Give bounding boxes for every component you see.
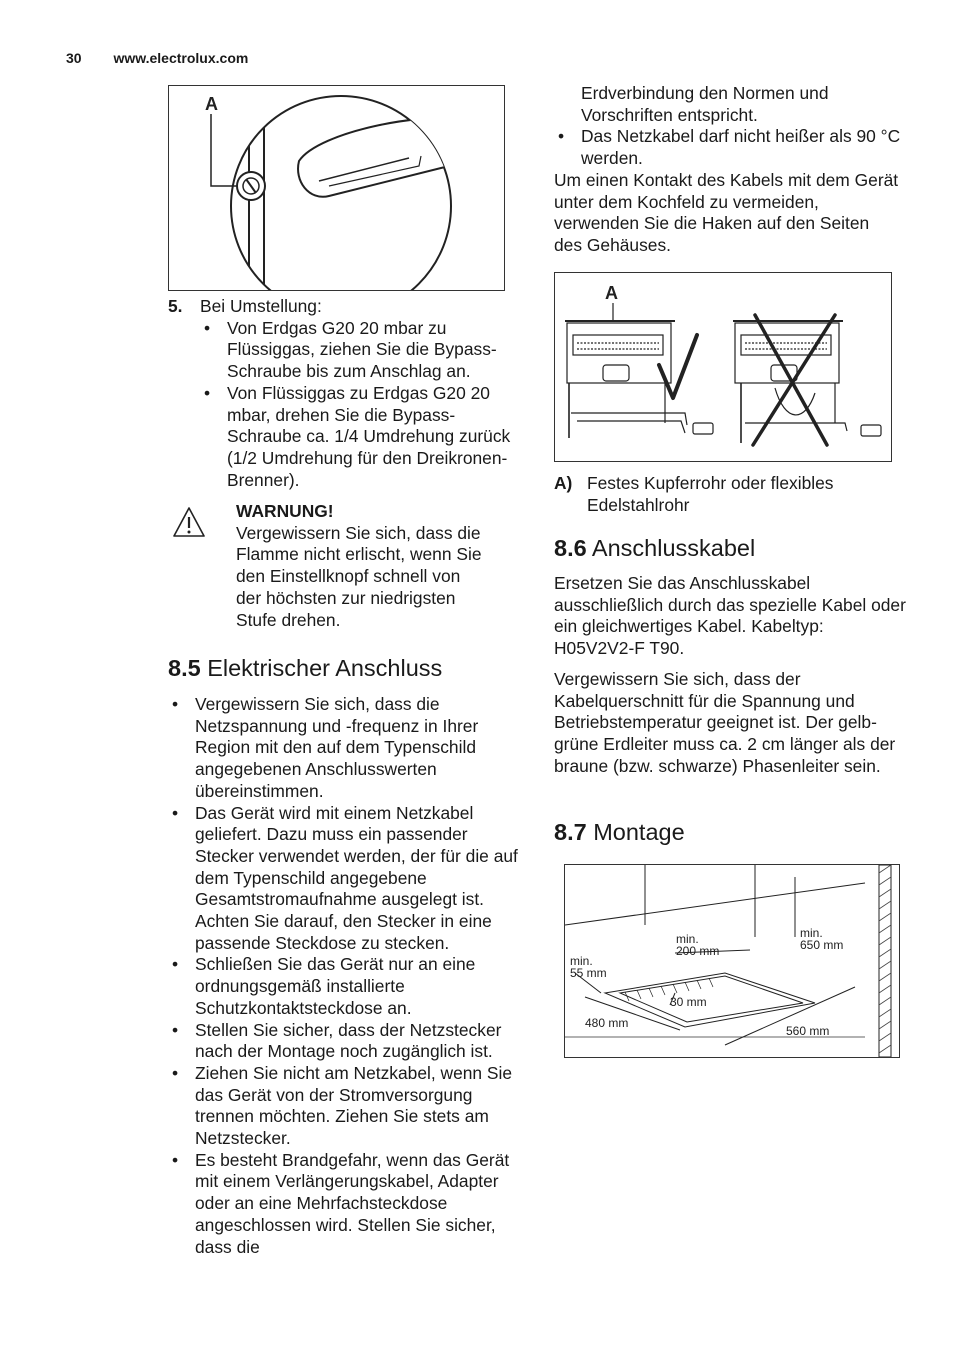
website-url: www.electrolux.com <box>113 50 249 66</box>
cable-paragraph: Um einen Kontakt des Kabels mit dem Gerät unter dem Kochfeld zu vermeiden, verwenden Sie die Haken auf den Seiten des Gehäuses. <box>554 169 899 255</box>
section-number: 8.7 <box>554 819 587 845</box>
section-8-5-bullets <box>168 694 518 1258</box>
cable-routing-illustration <box>555 273 891 461</box>
dim-min-200-label: min. <box>676 932 699 946</box>
list-item: • Stellen Sie sicher, dass der Netzstecker nach der Montage noch zugänglich ist. <box>168 1020 518 1063</box>
page-header <box>66 50 276 66</box>
warning-block <box>236 501 486 631</box>
warning-title: WARNUNG! <box>236 501 334 521</box>
montage-illustration <box>565 865 899 1057</box>
dim-200-value: 200 mm <box>676 944 720 958</box>
section-title: Anschlusskabel <box>591 535 756 561</box>
figure-label-a: A <box>205 94 218 114</box>
list-item: • Von Erdgas G20 20 mbar zu Flüssiggas, ziehen Sie die Bypass-Schraube bis zum Anschlag an. <box>200 318 518 383</box>
section-heading-8-7 <box>554 818 685 846</box>
right-column-intro <box>554 83 902 257</box>
section-number: 8.6 <box>554 535 587 561</box>
dim-30-value: 30 mm <box>670 995 707 1009</box>
step-5-bullets <box>200 318 518 492</box>
dim-min-650-label: min. <box>800 926 823 940</box>
dim-650-value: 650 mm <box>800 938 844 952</box>
list-item: • Schließen Sie das Gerät nur an eine ordnungsgemäß installierte Schutzkontaktsteckdose an. <box>168 954 518 1019</box>
page-number: 30 <box>66 50 82 66</box>
step-number: 5. <box>168 296 183 316</box>
right-bullets <box>554 126 902 169</box>
paragraph: Vergewissern Sie sich, dass der Kabelquerschnitt für die Spannung und Betriebstemperatur geeignet ist. Der gelb-grüne Erdleiter muss ca. 2 cm länger als der braune (bzw. schwarze) Phasenleiter sein. <box>554 668 896 776</box>
paragraph: Ersetzen Sie das Anschlusskabel ausschließlich durch das spezielle Kabel oder ein gleichwertiges Kabel. Kabeltyp: H05V2V2-F T90. <box>554 573 906 659</box>
section-heading-8-5 <box>168 654 442 682</box>
figure-cable-routing <box>554 272 892 462</box>
legend-text: Festes Kupferrohr oder flexibles Edelstahlrohr <box>587 473 834 515</box>
list-item: • Es besteht Brandgefahr, wenn das Gerät mit einem Verlängerungskabel, Adapter oder an eine Mehrfachsteckdose angeschlossen wird. Stellen Sie sicher, dass die <box>168 1150 518 1259</box>
continued-text: Erdverbindung den Normen und Vorschriften entspricht. <box>581 83 829 125</box>
legend-key: A) <box>554 473 573 493</box>
section-8-6-body <box>554 573 906 777</box>
warning-text: Vergewissern Sie sich, dass die Flamme nicht erlischt, wenn Sie den Einstellknopf schnell von der höchsten zur niedrigsten Stufe drehen. <box>236 522 482 630</box>
section-heading-8-6 <box>554 534 755 562</box>
section-title: Montage <box>593 819 685 845</box>
list-item: • Von Flüssiggas zu Erdgas G20 20 mbar, drehen Sie die Bypass-Schraube ca. 1/4 Umdrehung zurück (1/2 Umdrehung für den Dreikronen-Brenner). <box>200 383 518 492</box>
list-item: • Ziehen Sie nicht am Netzkabel, wenn Sie das Gerät von der Stromversorgung trennen möchten. Ziehen Sie stets am Netzstecker. <box>168 1063 518 1150</box>
dim-480-value: 480 mm <box>585 1016 629 1030</box>
step-title: Bei Umstellung: <box>200 296 322 316</box>
figure-bypass-screw <box>168 85 505 291</box>
section-number: 8.5 <box>168 655 201 681</box>
dim-560-value: 560 mm <box>786 1024 830 1038</box>
figure-legend <box>554 473 894 516</box>
figure-label-a: A <box>605 283 618 303</box>
step-5 <box>168 296 518 491</box>
warning-icon <box>172 506 206 543</box>
dim-55-value: 55 mm <box>570 966 607 980</box>
list-item: • Vergewissern Sie sich, dass die Netzspannung und -frequenz in Ihrer Region mit den auf dem Typenschild angegebenen Anschlusswerten übereinstimmen. <box>168 694 518 803</box>
list-item: • Das Gerät wird mit einem Netzkabel geliefert. Dazu muss ein passender Stecker verwendet werden, der für die auf dem Typenschild angegebene Gesamtstromaufnahme ausgelegt ist. Achten Sie darauf, den Stecker in eine passende Steckdose zu stecken. <box>168 803 518 955</box>
section-title: Elektrischer Anschluss <box>207 655 443 681</box>
list-item: • Das Netzkabel darf nicht heißer als 90 °C werden. <box>554 126 902 169</box>
dim-min-55-label: min. <box>570 954 593 968</box>
bypass-screw-illustration <box>169 86 504 290</box>
figure-montage <box>564 864 900 1058</box>
